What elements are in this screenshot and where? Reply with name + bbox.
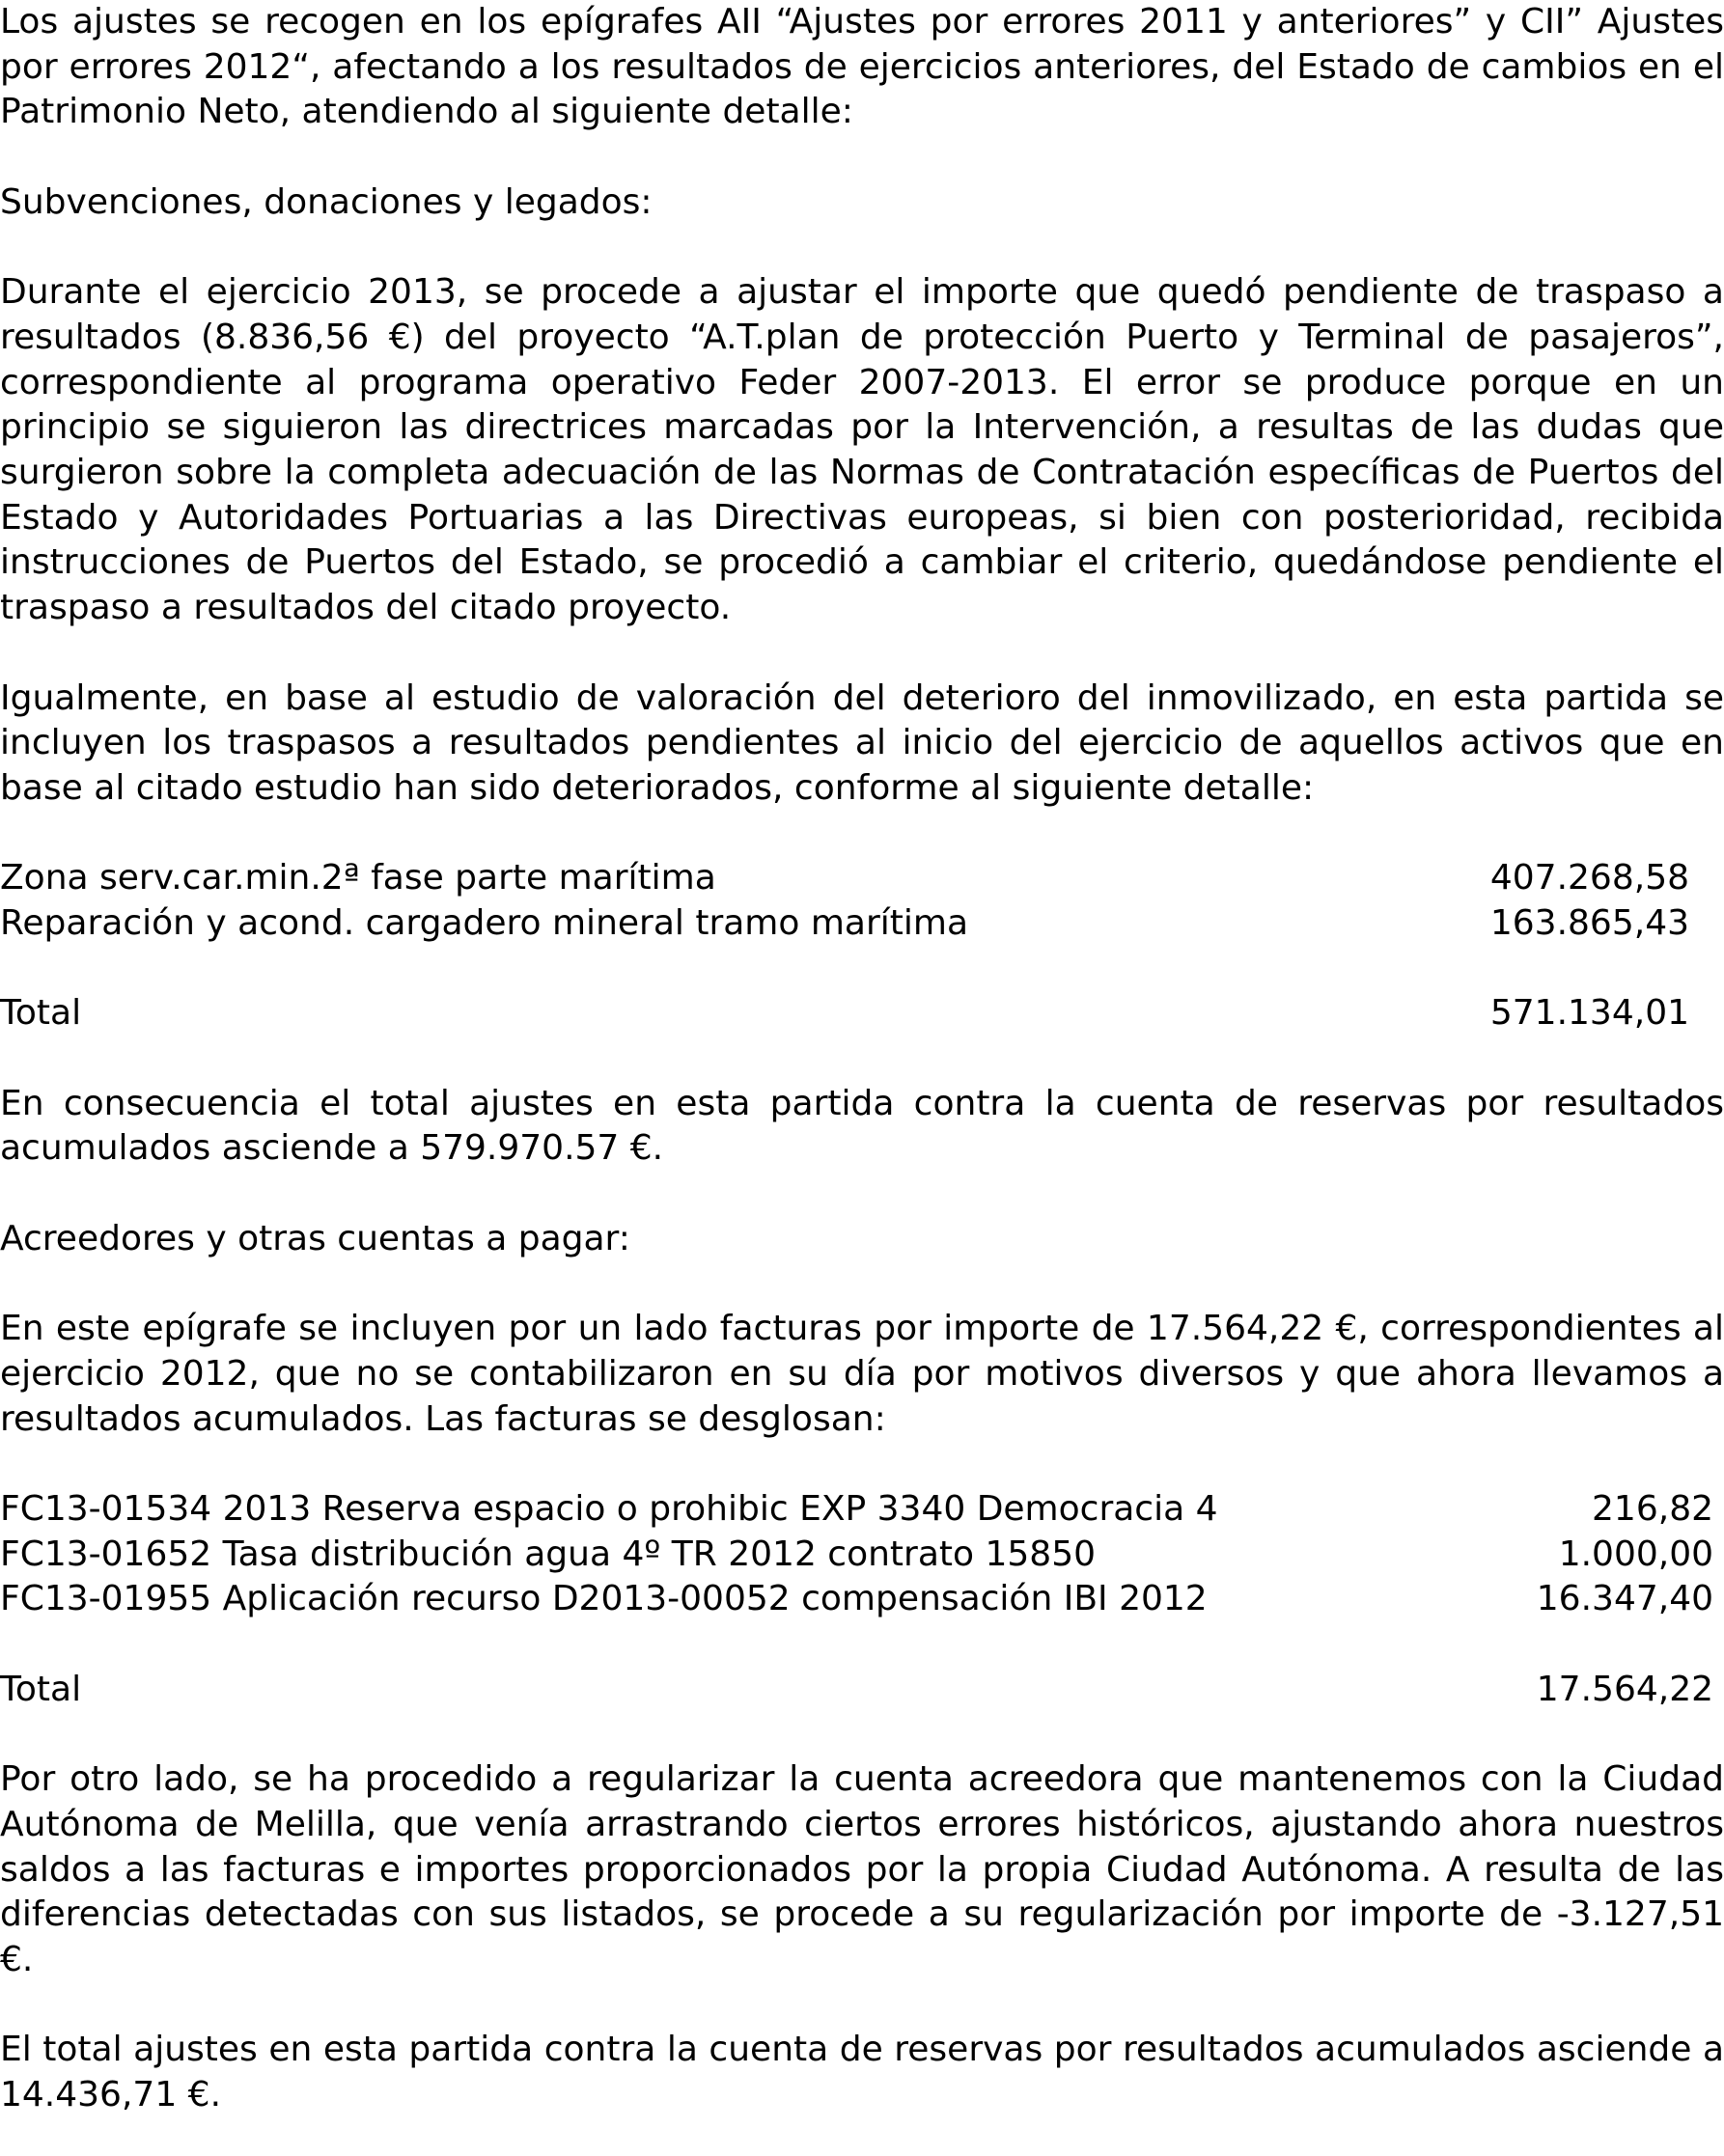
deterioro-table [0,856,1724,1037]
row-value: 163.865,43 [1489,902,1689,943]
table-row [0,1533,1724,1578]
row-label: FC13-01955 Aplicación recurso D2013-00052 compensación IBI 2012 [0,1579,1208,1619]
row-value: 1.000,00 [1558,1534,1713,1574]
row-label: Reparación y acond. cargadero mineral tramo marítima [0,902,969,943]
row-label: FC13-01534 2013 Reserva espacio o prohibic EXP 3340 Democracia 4 [0,1489,1218,1530]
subvenciones-paragraph-1: Durante el ejercicio 2013, se procede a ajustar el importe que quedó pendiente de traspaso a resultados (8.836,56 €) del proyecto “A.T.plan de protección Puerto y Terminal de pasajeros”, correspondiente al programa operativo Feder 2007-2013. El error se produce porque en un principio se siguieron las directrices marcadas por la Intervención, a resultas de las dudas que surgieron sobre la completa adecuación de las Normas de Contratación específicas de Puertos del Estado y Autoridades Portuarias a las Directivas europeas, si bien con posterioridad, recibida instrucciones de Puertos del Estado, se procedió a cambiar el criterio, quedándose pendiente el traspaso a resultados del citado proyecto. [0,272,1724,628]
subvenciones-paragraph-3: En consecuencia el total ajustes en esta partida contra la cuenta de reservas por resultados acumulados asciende a 579.970.57 €. [0,1083,1724,1169]
acreedores-paragraph-2: Por otro lado, se ha procedido a regularizar la cuenta acreedora que mantenemos con la Ciudad Autónoma de Melilla, que venía arrastrando ciertos errores históricos, ajustando ahora nuestros saldos a las facturas e importes proporcionados por la propia Ciudad Autónoma. A resulta de las diferencias detectadas con sus listados, se procede a su regularización por importe de -3.127,51 €. [0,1759,1724,1979]
row-value: 16.347,40 [1536,1579,1713,1619]
total-value: 571.134,01 [1489,993,1689,1034]
row-value: 216,82 [1592,1489,1713,1530]
row-label: Zona serv.car.min.2ª fase parte marítima [0,858,716,898]
section-heading-acreedores: Acreedores y otras cuentas a pagar: [0,1218,630,1258]
total-label: Total [0,993,82,1034]
facturas-table [0,1487,1724,1712]
table-row [0,1577,1724,1622]
acreedores-paragraph-3: El total ajustes en esta partida contra la cuenta de reservas por resultados acumulados asciende a 14.436,71 €. [0,2030,1724,2115]
table-total-row [0,991,1724,1037]
section-heading-subvenciones: Subvenciones, donaciones y legados: [0,181,653,222]
table-row [0,856,1724,901]
intro-paragraph: Los ajustes se recogen en los epígrafes AII “Ajustes por errores 2011 y anteriores” y CII” Ajustes por errores 2012“, afectando a los resultados de ejercicios anteriores, del Estado de cambios en el Patrimonio Neto, atendiendo al siguiente detalle: [0,2,1724,132]
table-row [0,1487,1724,1533]
row-label: FC13-01652 Tasa distribución agua 4º TR 2012 contrato 15850 [0,1534,1097,1574]
acreedores-paragraph-1: En este epígrafe se incluyen por un lado facturas por importe de 17.564,22 €, correspondientes al ejercicio 2012, que no se contabilizaron en su día por motivos diversos y que ahora llevamos a resultados acumulados. Las facturas se desglosan: [0,1309,1724,1439]
total-value: 17.564,22 [1536,1669,1713,1709]
total-label: Total [0,1669,82,1709]
row-value: 407.268,58 [1489,858,1689,898]
subvenciones-paragraph-2: Igualmente, en base al estudio de valoración del deterioro del inmovilizado, en esta partida se incluyen los traspasos a resultados pendientes al inicio del ejercicio de aquellos activos que en base al citado estudio han sido deteriorados, conforme al siguiente detalle: [0,677,1724,808]
table-total-row [0,1668,1724,1713]
table-row [0,901,1724,947]
